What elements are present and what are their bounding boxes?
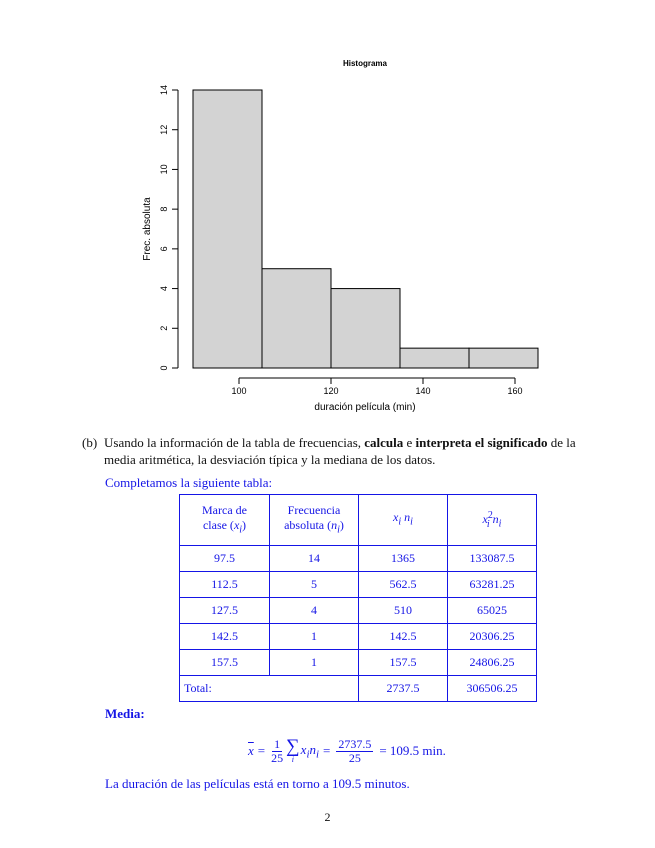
cell-frequency: 5 bbox=[270, 572, 359, 598]
frequency-table bbox=[179, 494, 537, 702]
cell-xn: 1365 bbox=[359, 546, 448, 572]
chart-title: Histograma bbox=[342, 59, 388, 68]
x-tick-label: 160 bbox=[507, 386, 523, 396]
histogram-bar bbox=[262, 269, 331, 368]
cell-frequency: 1 bbox=[270, 650, 359, 676]
cell-x2n: 24806.25 bbox=[448, 650, 537, 676]
mean-conclusion: La duración de las películas está en torno a 109.5 minutos. bbox=[105, 776, 410, 791]
y-tick-label: 8 bbox=[159, 206, 169, 212]
table-row bbox=[180, 650, 537, 676]
y-tick-label: 2 bbox=[159, 325, 169, 331]
page-number: 2 bbox=[324, 810, 331, 824]
table-total-row bbox=[180, 676, 537, 702]
cell-xn: 157.5 bbox=[359, 650, 448, 676]
question-text: Usando la información de la tabla de frecuencias, calcula e interpreta el significado de la media aritmética, la desviación típica y la mediana de los datos. bbox=[104, 435, 576, 467]
cell-x2n: 65025 bbox=[448, 598, 537, 624]
histogram-bar bbox=[193, 90, 262, 368]
x-tick-label: 140 bbox=[415, 386, 431, 396]
y-axis-label: Frec. absoluta bbox=[142, 197, 153, 261]
header-xn: $x_i$ $n_i$ bbox=[359, 495, 448, 546]
cell-class-mark: 142.5 bbox=[180, 624, 270, 650]
cell-x2n: 63281.25 bbox=[448, 572, 537, 598]
xbar-symbol: $\overline{x}$ bbox=[248, 743, 254, 758]
total-label: Total: bbox=[180, 676, 359, 702]
histogram-bar bbox=[331, 289, 400, 368]
header-x2n: $x^2_i$ $n_i$ bbox=[448, 495, 537, 546]
cell-x2n: 20306.25 bbox=[448, 624, 537, 650]
header-abs-frequency: Frecuencia absoluta $(n_i)$ bbox=[270, 495, 359, 546]
cell-xn: 510 bbox=[359, 598, 448, 624]
question-label: (b) bbox=[82, 435, 98, 450]
media-heading: Media: bbox=[105, 706, 145, 721]
y-axis bbox=[159, 85, 178, 371]
table-intro: Completamos la siguiente tabla: bbox=[105, 475, 273, 490]
cell-xn: 142.5 bbox=[359, 624, 448, 650]
cell-frequency: 1 bbox=[270, 624, 359, 650]
x-axis bbox=[231, 378, 522, 396]
table-row bbox=[180, 546, 537, 572]
y-tick-label: 14 bbox=[159, 84, 169, 96]
total-xn: 2737.5 bbox=[359, 676, 448, 702]
x-tick-label: 100 bbox=[231, 386, 247, 396]
cell-class-mark: 97.5 bbox=[180, 546, 270, 572]
y-tick-label: 12 bbox=[159, 124, 169, 135]
histogram-bar bbox=[400, 348, 469, 368]
table-row bbox=[180, 624, 537, 650]
y-tick-label: 10 bbox=[159, 164, 169, 175]
x-axis-label: duración película (min) bbox=[314, 402, 416, 413]
sum-term: $x_in_i$ bbox=[300, 741, 319, 761]
cell-frequency: 14 bbox=[270, 546, 359, 572]
header-class-mark: Marca de clase $(x_i)$ bbox=[180, 495, 270, 546]
histogram-bars bbox=[193, 90, 538, 368]
summation-symbol: ∑ i bbox=[286, 736, 300, 764]
y-tick-label: 0 bbox=[159, 365, 169, 371]
x-tick-label: 120 bbox=[323, 386, 339, 396]
cell-xn: 562.5 bbox=[359, 572, 448, 598]
cell-x2n: 133087.5 bbox=[448, 546, 537, 572]
fraction-1-over-25: $\frac{1}{25}$ bbox=[271, 736, 284, 765]
table-row bbox=[180, 572, 537, 598]
histogram-bar bbox=[469, 348, 538, 368]
fraction-total-over-25: $\frac{2737.5}{25}$ bbox=[338, 736, 372, 765]
question-b bbox=[82, 434, 602, 468]
mean-result: = 109.5 min. bbox=[379, 743, 446, 758]
mean-formula: $\overline{x}$ = $\frac{1}{25}$ ∑ i $x_in_i$ = $\frac{2737.5}{25}$ = 109.5 min. bbox=[248, 736, 446, 765]
cell-frequency: 4 bbox=[270, 598, 359, 624]
cell-class-mark: 112.5 bbox=[180, 572, 270, 598]
y-tick-label: 6 bbox=[159, 246, 169, 252]
table-header-row bbox=[180, 495, 537, 546]
total-x2n: 306506.25 bbox=[448, 676, 537, 702]
y-tick-label: 4 bbox=[159, 286, 169, 292]
table-row bbox=[180, 598, 537, 624]
cell-class-mark: 157.5 bbox=[180, 650, 270, 676]
cell-class-mark: 127.5 bbox=[180, 598, 270, 624]
